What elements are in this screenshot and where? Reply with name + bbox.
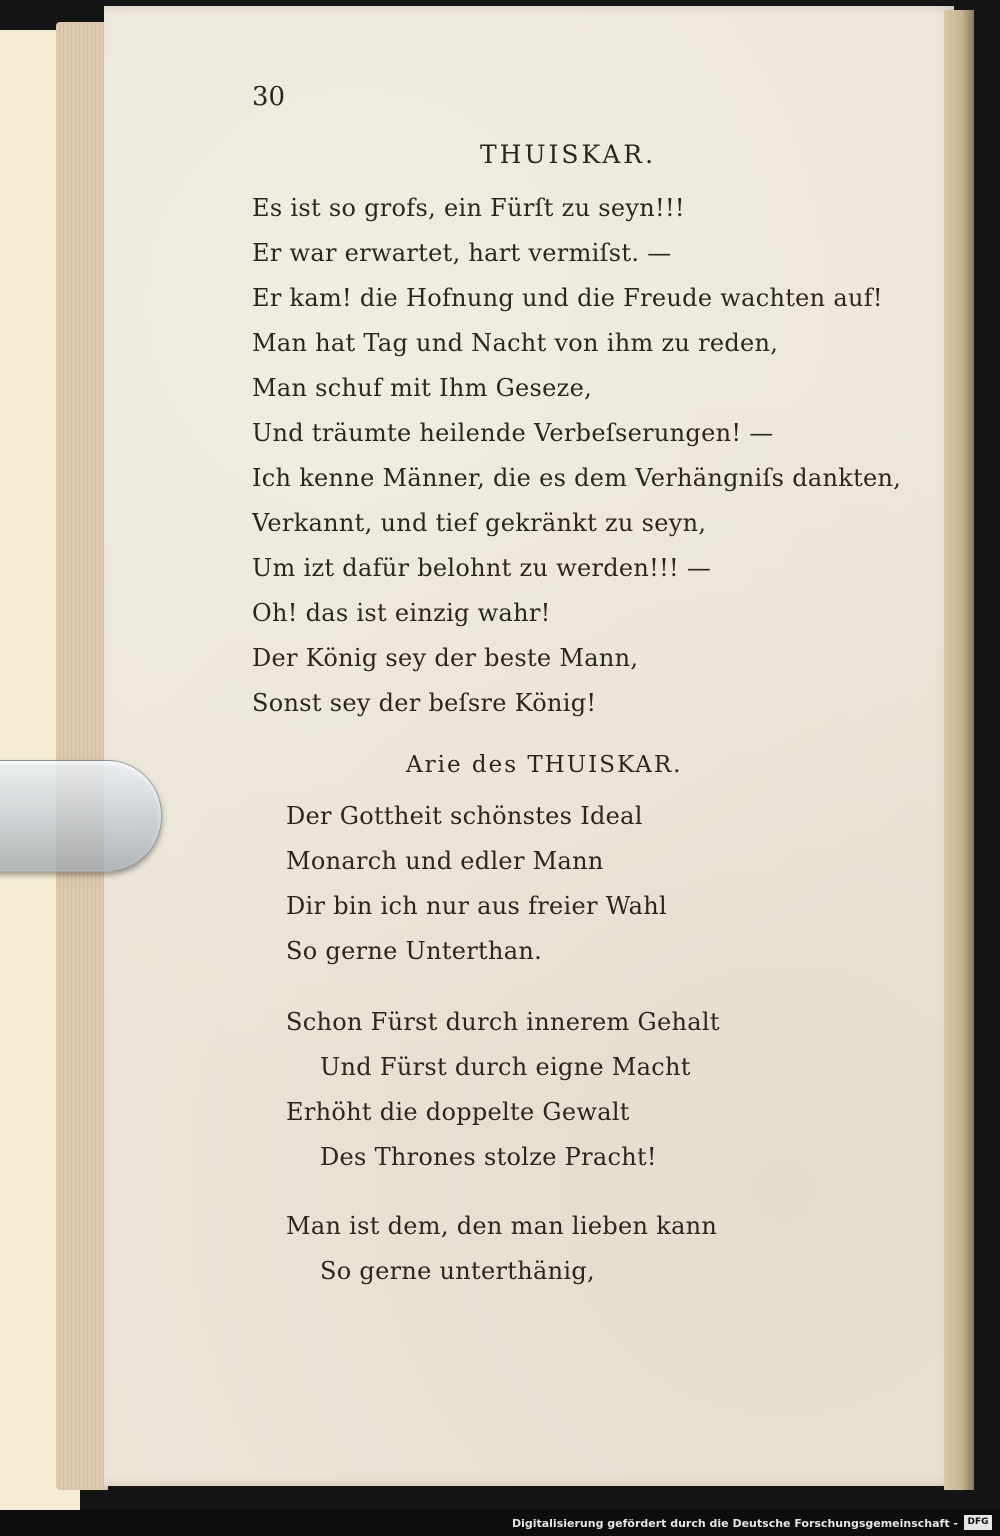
- aria-line: Dir bin ich nur aus freier Wahl: [286, 892, 667, 920]
- monologue-line: Ich kenne Männer, die es dem Verhängniſs dankten,: [252, 464, 902, 492]
- monologue-line: Verkannt, und tief gekränkt zu seyn,: [252, 509, 707, 537]
- page-clip: [0, 760, 162, 872]
- page-number: 30: [252, 82, 286, 112]
- monologue-line: Der König sey der beste Mann,: [252, 644, 639, 672]
- monologue-line: Man schuf mit Ihm Geseze,: [252, 374, 593, 402]
- dfg-logo: DFG: [964, 1515, 992, 1530]
- speaker-heading: THUISKAR.: [480, 140, 657, 169]
- monologue-line: Sonst sey der beſsre König!: [252, 689, 597, 717]
- aria-heading: Arie des THUISKAR.: [406, 752, 683, 778]
- monologue-line: Oh! das ist einzig wahr!: [252, 599, 551, 627]
- aria-line: So gerne Unterthan.: [286, 937, 543, 965]
- aria-line: Man ist dem, den man lieben kann: [286, 1212, 718, 1240]
- aria-line: Erhöht die doppelte Gewalt: [286, 1098, 630, 1126]
- monologue-line: Es ist so grofs, ein Fürſt zu seyn!!!: [252, 194, 685, 222]
- aria-line: Der Gottheit schönstes Ideal: [286, 802, 643, 830]
- aria-line: So gerne unterthänig,: [320, 1257, 595, 1285]
- aria-line: Des Thrones stolze Pracht!: [320, 1143, 657, 1171]
- aria-line: Schon Fürst durch innerem Gehalt: [286, 1008, 720, 1036]
- monologue-line: Man hat Tag und Nacht von ihm zu reden,: [252, 329, 779, 357]
- digitization-credit: Digitalisierung gefördert durch die Deutsche Forschungsgemeinschaft -: [511, 1517, 958, 1530]
- monologue-line: Er kam! die Hofnung und die Freude wachten auf!: [252, 284, 883, 312]
- aria-line: Monarch und edler Mann: [286, 847, 604, 875]
- monologue-line: Er war erwartet, hart vermiſst. —: [252, 239, 672, 267]
- aria-line: Und Fürst durch eigne Macht: [320, 1053, 691, 1081]
- monologue-line: Um izt dafür belohnt zu werden!!! —: [252, 554, 712, 582]
- monologue-line: Und träumte heilende Verbeſserungen! —: [252, 419, 774, 447]
